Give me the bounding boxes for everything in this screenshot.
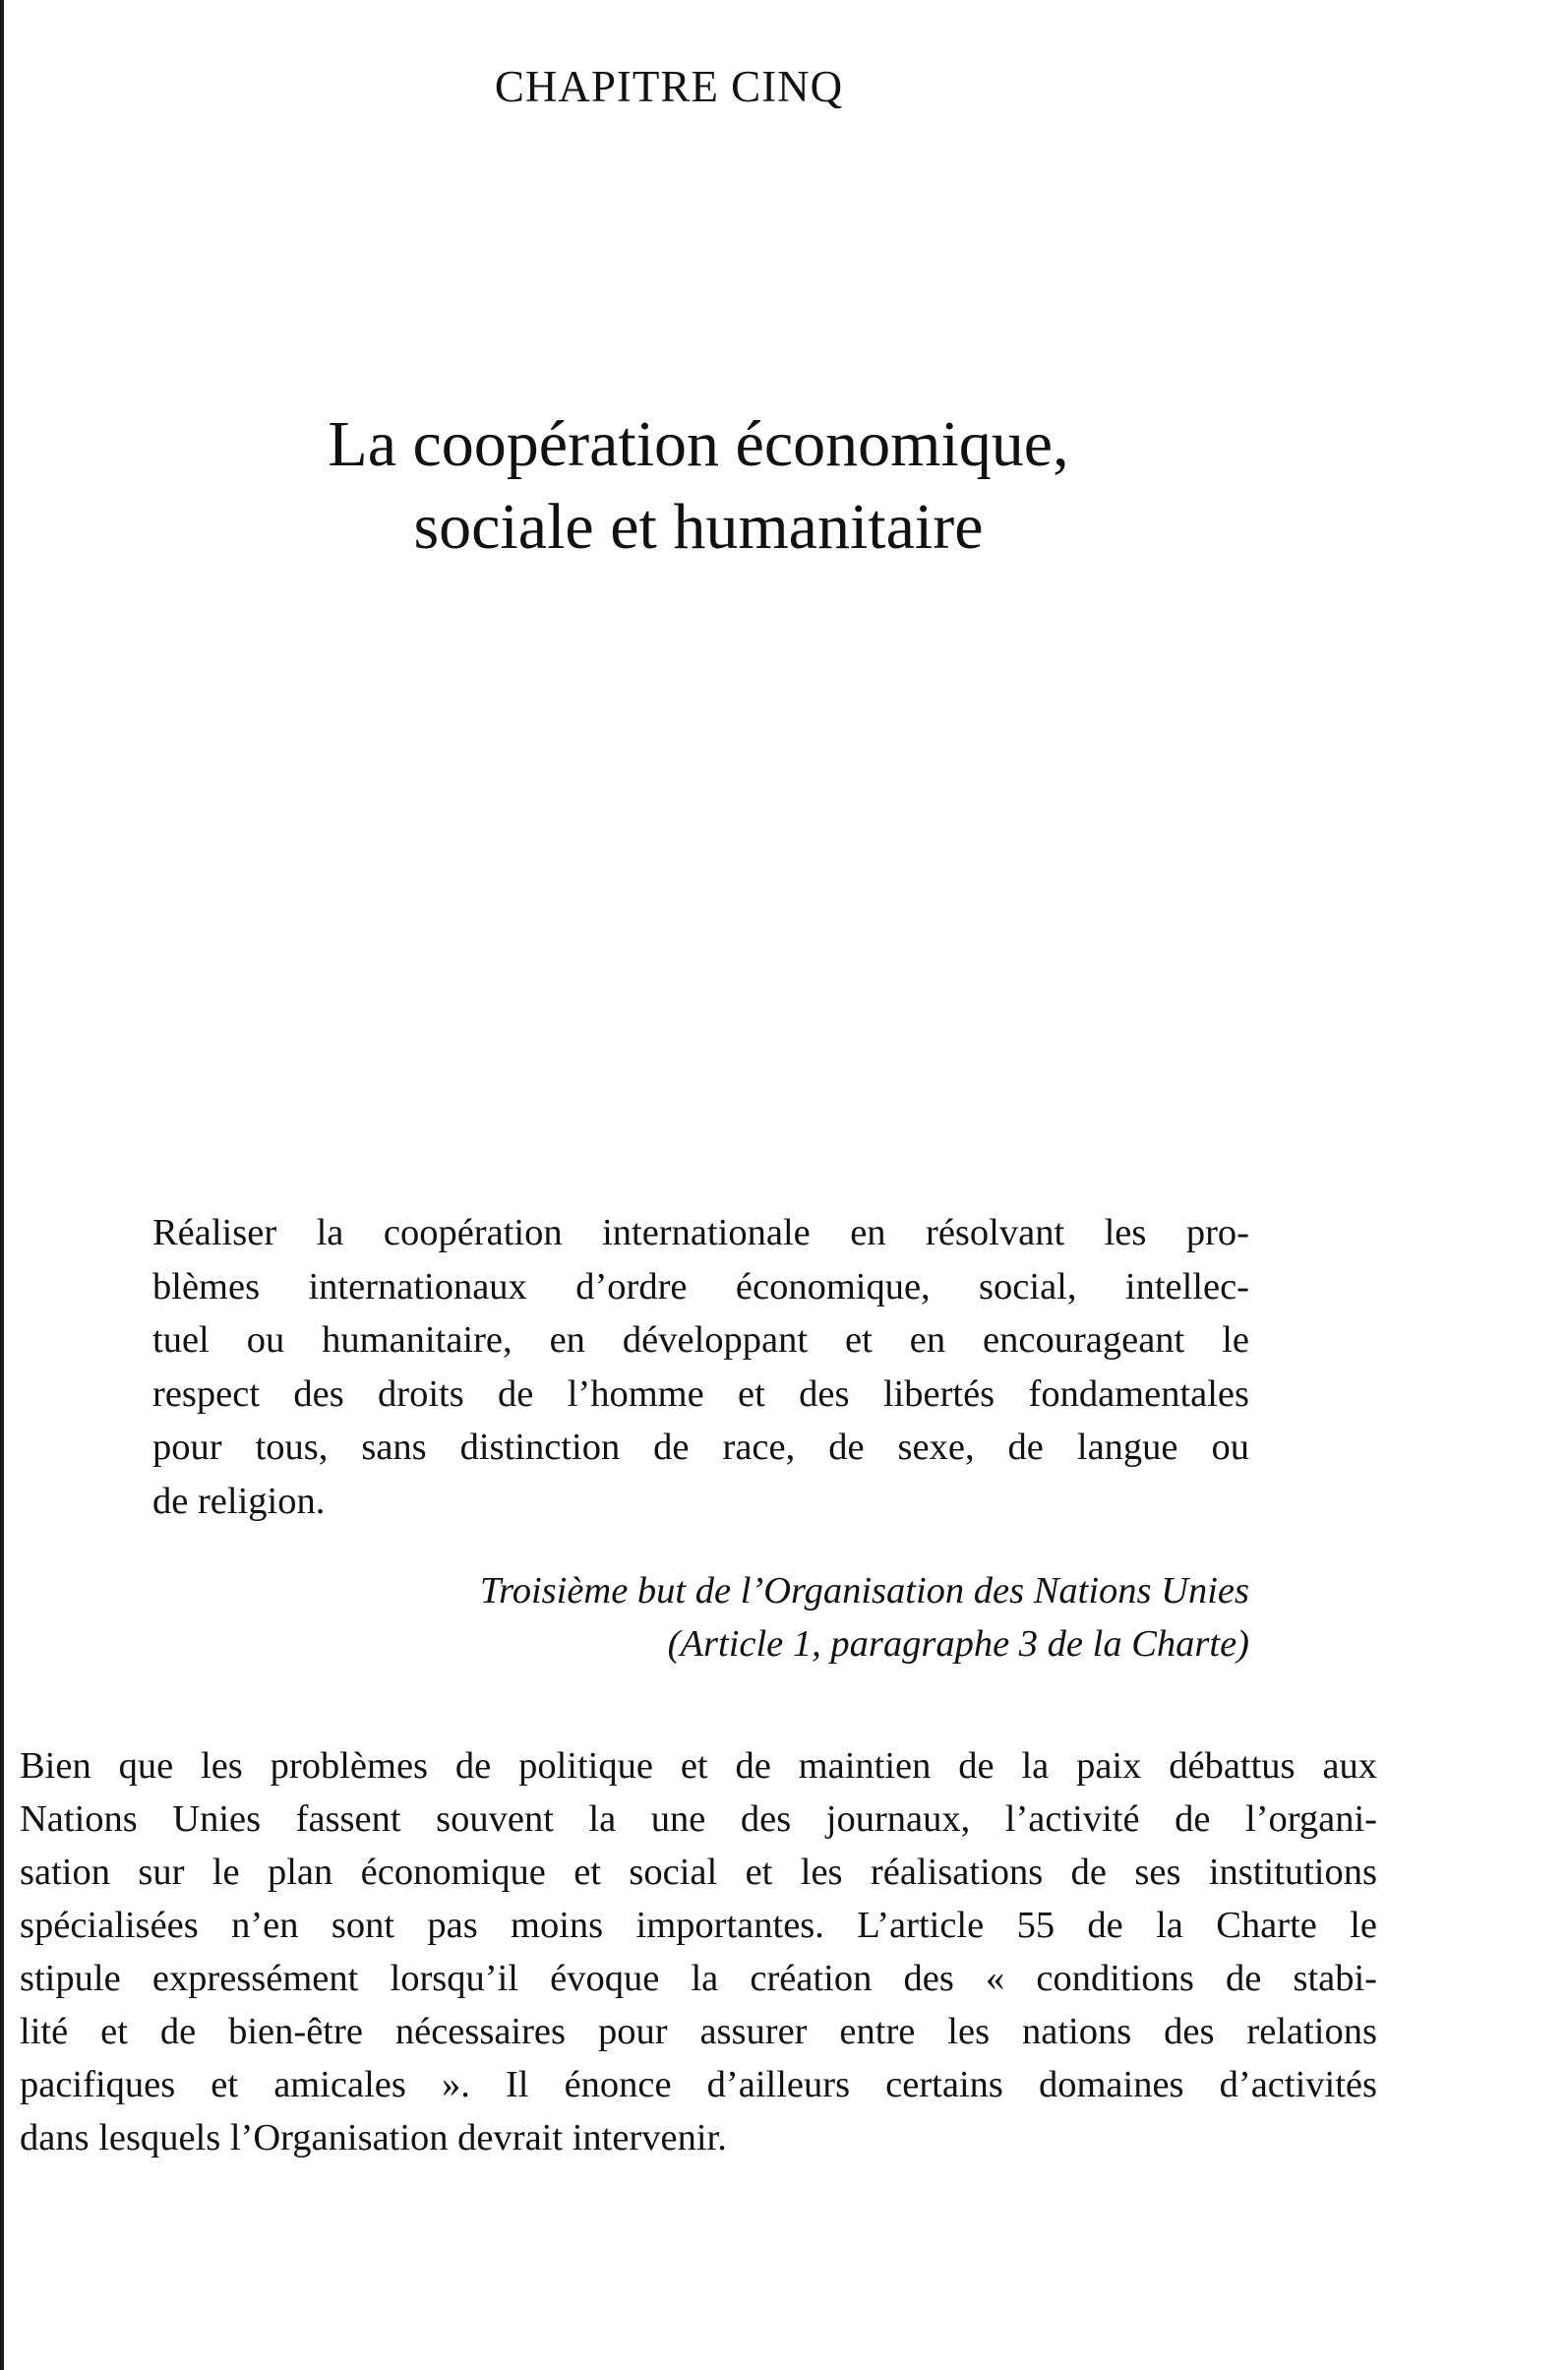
chapter-title-line: La coopération économique,: [328, 408, 1069, 480]
epigraph-line: pour tous, sans distinction de race, de sexe, de langue ou: [152, 1427, 1249, 1468]
epigraph-line: tuel ou humanitaire, en développant et en encourageant le: [152, 1319, 1249, 1361]
epigraph-line: respect des droits de l’homme et des libertés fondamentales: [152, 1372, 1249, 1415]
page-binding-edge: [0, 0, 4, 2370]
body-line: stipule expressément lorsqu’il évoque la création des « conditions de stabi-: [20, 1958, 1377, 1999]
chapter-title: [0, 403, 1397, 569]
body-line: lité et de bien-être nécessaires pour assurer entre les nations des relations: [20, 2011, 1377, 2052]
body-paragraph: [20, 1739, 1377, 2164]
chapter-title-line: sociale et humanitaire: [413, 491, 984, 563]
attribution-line: Troisième but de l’Organisation des Nations Unies: [479, 1570, 1249, 1611]
body-line: pacifiques et amicales ». Il énonce d’ailleurs certains domaines d’activités: [20, 2064, 1377, 2105]
epigraph-line: blèmes internationaux d’ordre économique, social, intellec-: [152, 1265, 1249, 1307]
body-line: sation sur le plan économique et social et les réalisations de ses institutions: [20, 1852, 1377, 1893]
epigraph-line: de religion.: [152, 1480, 326, 1522]
attribution-line: (Article 1, paragraphe 3 de la Charte): [667, 1623, 1249, 1665]
body-line: spécialisées n’en sont pas moins importantes. L’article 55 de la Charte le: [20, 1905, 1377, 1946]
epigraph-quote: [152, 1206, 1249, 1528]
chapter-label: CHAPITRE CINQ: [494, 62, 844, 111]
body-line: Bien que les problèmes de politique et de maintien de la paix débattus aux: [20, 1745, 1377, 1787]
body-line: dans lesquels l’Organisation devrait intervenir.: [20, 2117, 727, 2158]
epigraph-attribution: [152, 1564, 1249, 1671]
epigraph-line: Réaliser la coopération internationale en résolvant les pro-: [152, 1212, 1249, 1253]
body-line: Nations Unies fassent souvent la une des journaux, l’activité de l’organi-: [20, 1798, 1377, 1840]
